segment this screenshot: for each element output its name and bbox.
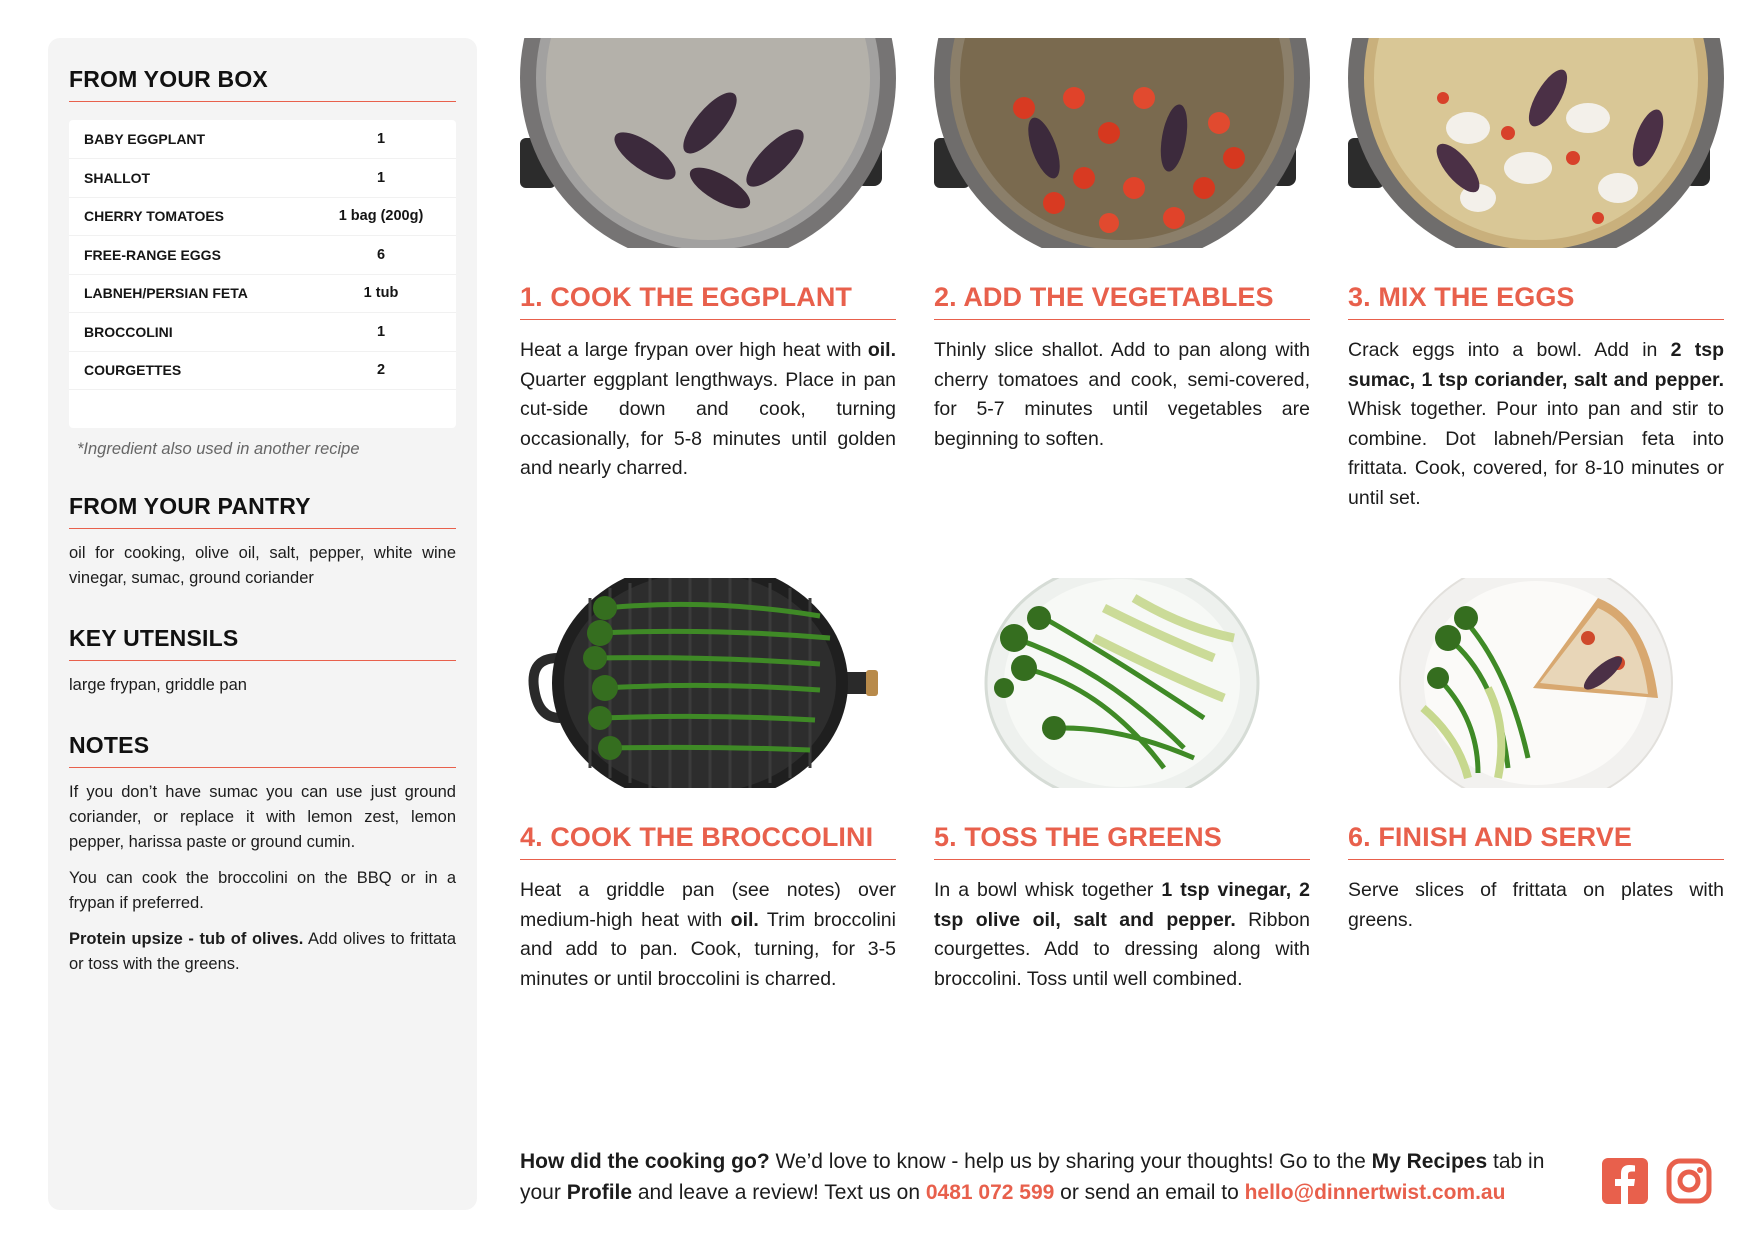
step-3-text: Crack eggs into a bowl. Add in 2 tsp sumac, 1 tsp coriander, salt and pepper. Whisk together. Pour into pan and stir to combine. Dot labneh/Persian feta into frittata. Cook, covered, for 8-10 minutes or until set. [1348, 339, 1724, 509]
instagram-icon[interactable] [1666, 1158, 1712, 1209]
step-4-photo [520, 578, 896, 788]
box-heading: FROM YOUR BOX [69, 66, 456, 102]
feedback-question: How did the cooking go? [520, 1150, 770, 1173]
box-ingredients-table [69, 120, 456, 428]
ingredient-qty: 2 [306, 351, 456, 390]
utensils-section [69, 625, 456, 698]
phone-number-link[interactable]: 0481 072 599 [925, 1181, 1055, 1204]
step-5-title: 5. TOSS THE GREENS [934, 822, 1310, 860]
step-1 [520, 38, 896, 484]
step-2-photo [934, 38, 1310, 248]
ingredient-qty: 1 [306, 313, 456, 352]
note-3 [69, 927, 456, 977]
step-1-text: Heat a large frypan over high heat with oil. Quarter eggplant lengthways. Place in pan cut-side down and cook, turning occasionally, for 5-8 minutes until golden and nearly charred. [520, 339, 896, 479]
step-1-title: 1. COOK THE EGGPLANT [520, 282, 896, 320]
ingredient-name: LABNEH/PERSIAN FETA [69, 274, 306, 313]
step-6-text: Serve slices of frittata on plates with greens. [1348, 879, 1724, 931]
note-1: If you don’t have sumac you can use just ground coriander, or replace it with lemon zest, lemon pepper, harissa paste or ground cumin. [69, 782, 456, 851]
ingredient-name: BROCCOLINI [69, 313, 306, 352]
step-3-photo [1348, 38, 1724, 248]
email-link[interactable]: hello@dinnertwist.com.au [1244, 1181, 1506, 1204]
note-3-bold: Protein upsize - tub of olives. [69, 929, 304, 948]
step-3-title: 3. MIX THE EGGS [1348, 282, 1724, 320]
step-5-text: In a bowl whisk together 1 tsp vinegar, 2 tsp olive oil, salt and pepper. Ribbon courgettes. Add to dressing along with broccolini. Toss until well combined. [934, 879, 1310, 990]
ingredient-name: SHALLOT [69, 159, 306, 198]
pantry-heading: FROM YOUR PANTRY [69, 493, 456, 529]
facebook-icon[interactable] [1602, 1158, 1648, 1209]
ingredient-name: CHERRY TOMATOES [69, 197, 306, 236]
step-2-text: Thinly slice shallot. Add to pan along with cherry tomatoes and cook, semi-covered, for 5-7 minutes until vegetables are beginning to soften. [934, 339, 1310, 450]
ingredient-qty: 6 [306, 236, 456, 275]
step-4-text: Heat a griddle pan (see notes) over medium-high heat with oil. Trim broccolini and add to pan. Cook, turning, for 3-5 minutes or until broccolini is charred. [520, 879, 896, 990]
pantry-text: oil for cooking, olive oil, salt, pepper, white wine vinegar, sumac, ground coriander [69, 543, 456, 587]
ingredient-qty: 1 bag (200g) [306, 197, 456, 236]
table-row [69, 120, 456, 159]
table-row-empty [69, 390, 456, 428]
note-3-rest: Add olives to frittata or toss with the greens. [69, 929, 456, 973]
ingredient-qty: 1 tub [306, 274, 456, 313]
utensils-heading: KEY UTENSILS [69, 625, 456, 661]
table-row [69, 159, 456, 198]
feedback-footer: How did the cooking go? We’d love to know - help us by sharing your thoughts! Go to the My Recipes tab in your Profile and leave a review! Text us on 0481 072 599 or send an email to hello@dinnertwist.com.au [520, 1150, 1545, 1204]
step-6 [1348, 578, 1724, 935]
step-4-title: 4. COOK THE BROCCOLINI [520, 822, 896, 860]
step-1-photo [520, 38, 896, 248]
ingredient-name: FREE-RANGE EGGS [69, 236, 306, 275]
table-row [69, 313, 456, 352]
my-recipes-label: My Recipes [1371, 1150, 1488, 1173]
utensils-text: large frypan, griddle pan [69, 675, 247, 694]
ingredients-sidebar [48, 38, 477, 1210]
ingredient-name: BABY EGGPLANT [69, 120, 306, 159]
table-row [69, 351, 456, 390]
step-6-photo [1348, 578, 1724, 788]
step-3 [1348, 38, 1724, 513]
notes-section [69, 732, 456, 977]
step-2 [934, 38, 1310, 454]
pantry-section [69, 493, 456, 591]
table-row [69, 197, 456, 236]
step-6-title: 6. FINISH AND SERVE [1348, 822, 1724, 860]
step-5-photo [934, 578, 1310, 788]
ingredient-qty: 1 [306, 159, 456, 198]
ingredient-qty: 1 [306, 120, 456, 159]
ingredient-name: COURGETTES [69, 351, 306, 390]
profile-label: Profile [566, 1181, 633, 1204]
note-2: You can cook the broccolini on the BBQ or in a frypan if preferred. [69, 868, 456, 912]
box-footnote: *Ingredient also used in another recipe [77, 439, 360, 458]
step-5 [934, 578, 1310, 994]
table-row [69, 236, 456, 275]
step-2-title: 2. ADD THE VEGETABLES [934, 282, 1310, 320]
notes-heading: NOTES [69, 732, 456, 768]
step-4 [520, 578, 896, 994]
table-row [69, 274, 456, 313]
